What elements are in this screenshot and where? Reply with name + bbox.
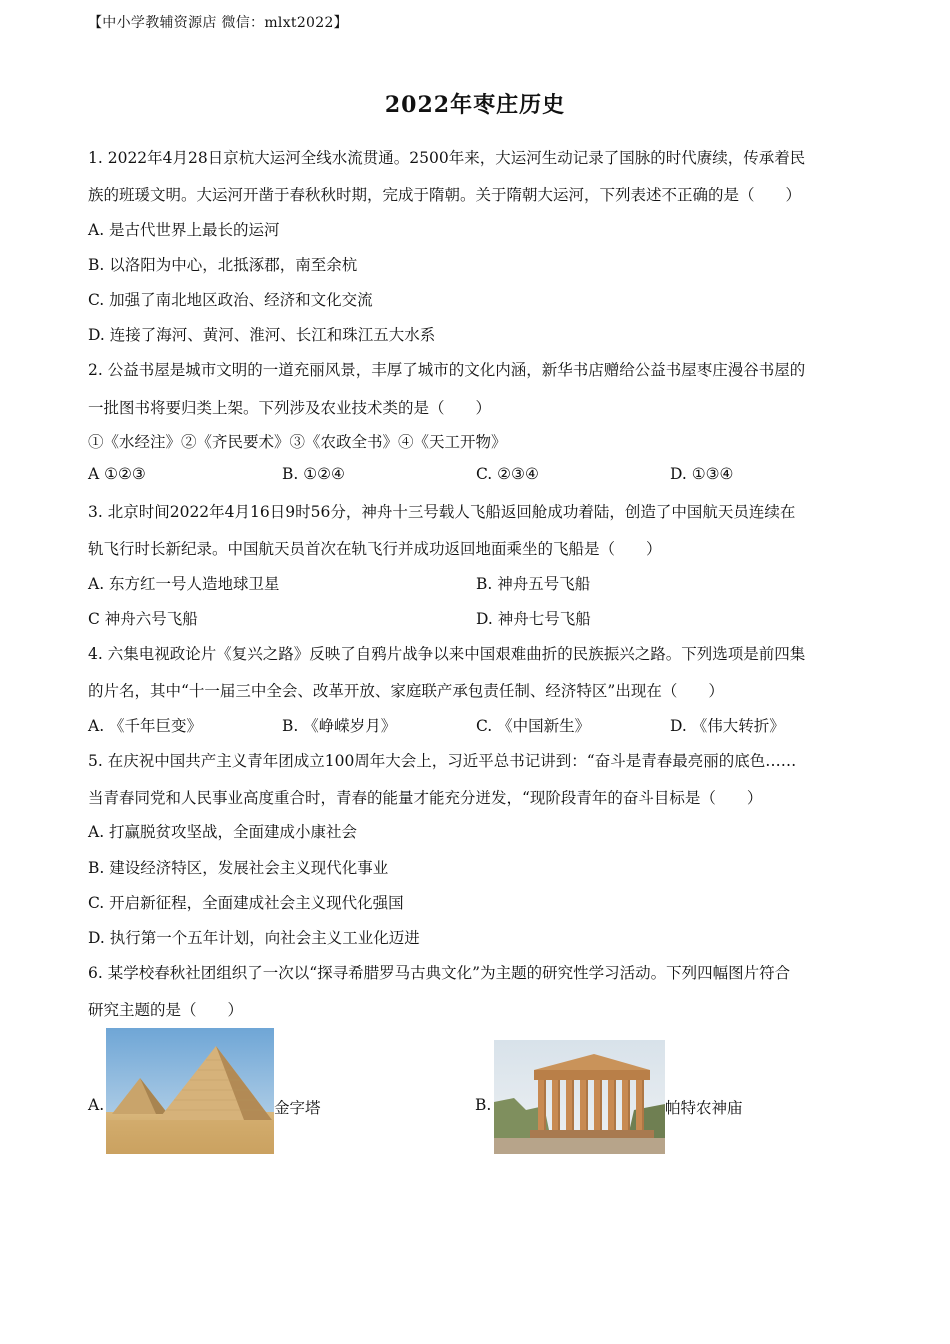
q2-option-c: C. ②③④ (476, 465, 539, 483)
q6-stem-line1: 6. 某学校春秋社团组织了一次以“探寻希腊罗马古典文化”为主题的研究性学习活动。下列四幅图片符合 (88, 964, 791, 982)
q1-option-c: C. 加强了南北地区政治、经济和文化交流 (88, 291, 373, 309)
q6-option-a-label: A. (88, 1096, 105, 1114)
q4-option-b: B. 《峥嵘岁月》 (282, 717, 397, 735)
q2-book-list: ①《水经注》②《齐民要术》③《农政全书》④《天工开物》 (88, 433, 507, 451)
q3-option-d: D. 神舟七号飞船 (476, 610, 591, 628)
q2-options-row (88, 465, 864, 483)
q2-stem-line1: 2. 公益书屋是城市文明的一道充丽风景，丰厚了城市的文化内涵，新华书店赠给公益书屋枣庄漫谷书屋的 (88, 361, 806, 379)
q3-option-b: B. 神舟五号飞船 (476, 575, 591, 593)
q4-option-c: C. 《中国新生》 (476, 717, 591, 735)
q2-option-a: A ①②③ (88, 465, 146, 483)
q4-stem-line1: 4. 六集电视政论片《复兴之路》反映了自鸦片战争以来中国艰难曲折的民族振兴之路。下列选项是前四集 (88, 645, 806, 663)
q2-option-d: D. ①③④ (670, 465, 734, 483)
q3-option-c: C 神舟六号飞船 (88, 610, 198, 628)
page-title: 2022年枣庄历史 (384, 92, 566, 118)
q5-stem-line2: 当青春同党和人民事业高度重合时，青春的能量才能充分迸发，“现阶段青年的奋斗目标是（ ） (88, 789, 763, 807)
q3-options-row1 (88, 572, 864, 594)
q5-option-b: B. 建设经济特区，发展社会主义现代化事业 (88, 859, 389, 877)
q3-options-row2 (88, 607, 864, 629)
q1-option-d: D. 连接了海河、黄河、淮河、长江和珠江五大水系 (88, 326, 436, 344)
q6-option-a-caption: 金字塔 (274, 1099, 321, 1117)
q5-stem-line1: 5. 在庆祝中国共产主义青年团成立100周年大会上，习近平总书记讲到：“奋斗是青春最亮丽的底色…… (88, 752, 797, 770)
q1-option-a: A. 是古代世界上最长的运河 (88, 221, 280, 239)
q5-option-a: A. 打赢脱贫攻坚战，全面建成小康社会 (88, 823, 358, 841)
q4-stem-line2: 的片名，其中“十一届三中全会、改革开放、家庭联产承包责任制、经济特区”出现在（ ） (88, 682, 724, 700)
q4-option-d: D. 《伟大转折》 (670, 717, 785, 735)
q5-option-d: D. 执行第一个五年计划，向社会主义工业化迈进 (88, 929, 420, 947)
q6-option-b (475, 1028, 855, 1158)
parthenon-image (494, 1040, 665, 1154)
q6-option-a (88, 1028, 468, 1158)
q4-option-a: A. 《千年巨变》 (88, 717, 203, 735)
q1-option-b: B. 以洛阳为中心，北抵涿郡，南至余杭 (88, 256, 358, 274)
q6-option-b-label: B. (475, 1096, 492, 1114)
q1-stem-line1: 1. 2022年4月28日京杭大运河全线水流贯通。2500年来，大运河生动记录了国脉的时代赓续，传承着民 (88, 149, 806, 167)
q6-stem-line2: 研究主题的是（ ） (88, 1001, 244, 1019)
pyramids-image (106, 1028, 274, 1154)
q3-stem-line1: 3. 北京时间2022年4月16日9时56分，神舟十三号载人飞船返回舱成功着陆，创造了中国航天员连续在 (88, 503, 796, 521)
header-note: 【中小学教辅资源店 微信：mlxt2022】 (88, 15, 348, 31)
q5-option-c: C. 开启新征程，全面建成社会主义现代化强国 (88, 894, 404, 912)
q4-options-row (88, 714, 864, 736)
q1-stem-line2: 族的班瑗文明。大运河开凿于春秋秋时期，完成于隋朝。关于隋朝大运河，下列表述不正确的是（ ） (88, 186, 802, 204)
q6-option-b-caption: 帕特农神庙 (665, 1099, 743, 1117)
q2-option-b: B. ①②④ (282, 465, 345, 483)
q6-image-options (88, 1028, 868, 1158)
q2-stem-line2: 一批图书将要归类上架。下列涉及农业技术类的是（ ） (88, 399, 492, 417)
q3-stem-line2: 轨飞行时长新纪录。中国航天员首次在轨飞行并成功返回地面乘坐的飞船是（ ） (88, 540, 662, 558)
q3-option-a: A. 东方红一号人造地球卫星 (88, 575, 280, 593)
